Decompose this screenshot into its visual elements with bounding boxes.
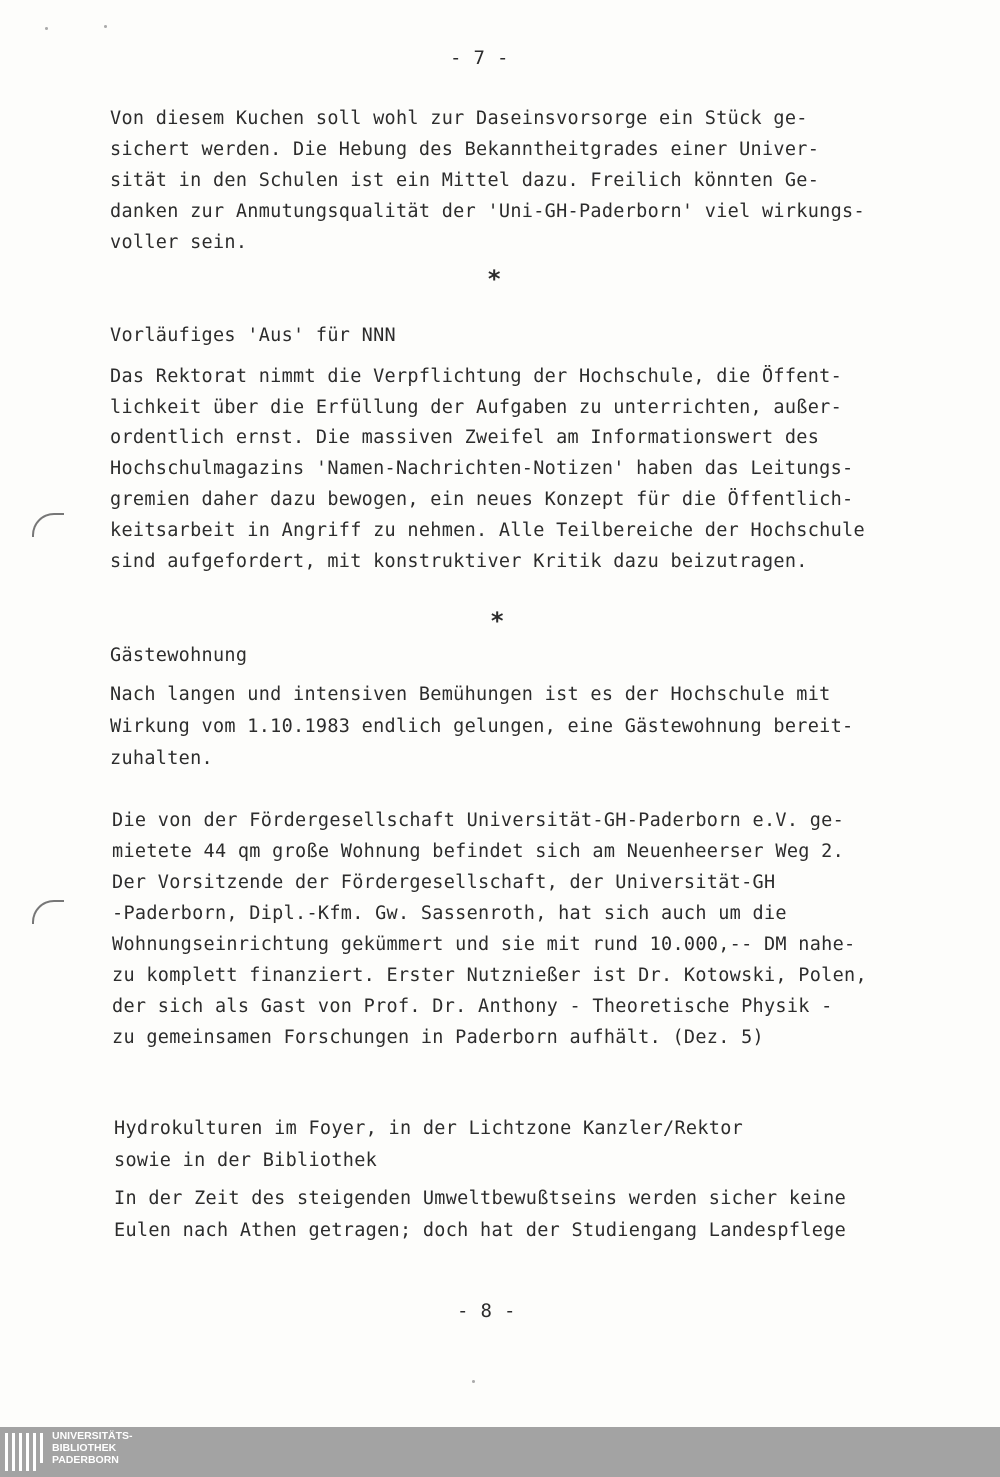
text-line: zu gemeinsamen Forschungen in Paderborn aufhält. (Dez. 5) [112,1027,764,1048]
text-line: -Paderborn, Dipl.-Kfm. Gw. Sassenroth, hat sich auch um die [112,903,787,924]
text-line: Nach langen und intensiven Bemühungen ist es der Hochschule mit [110,684,831,705]
text-line: mietete 44 qm große Wohnung befindet sich am Neuenheerser Weg 2. [112,841,845,862]
text-line: sichert werden. Die Hebung des Bekanntheitgrades einer Univer- [110,139,820,160]
text-line: Das Rektorat nimmt die Verpflichtung der Hochschule, die Öffent- [110,366,843,387]
text-line: keitsarbeit in Angriff zu nehmen. Alle Teilbereiche der Hochschule [110,520,865,541]
section-heading-gaestewohnung: Gästewohnung [110,645,248,666]
section-heading-hydrokulturen: Hydrokulturen im Foyer, in der Lichtzone Kanzler/Rektor [114,1118,744,1139]
library-footer-bar [0,1427,1000,1477]
text-line: ordentlich ernst. Die massiven Zweifel am Informationswert des [110,427,820,448]
text-line: Die von der Fördergesellschaft Universität-GH-Paderborn e.V. ge- [112,810,845,831]
text-line: Wohnungseinrichtung gekümmert und sie mit rund 10.000,-- DM nahe- [112,934,856,955]
punch-hole-mark [32,900,64,924]
text-line: voller sein. [110,232,248,253]
text-line: Wirkung vom 1.10.1983 endlich gelungen, eine Gästewohnung bereit- [110,716,854,737]
logo-line: BIBLIOTHEK [52,1442,117,1454]
library-logo-icon [5,1433,45,1473]
scan-speck [472,1380,475,1383]
text-line: Der Vorsitzende der Fördergesellschaft, der Universität-GH [112,872,776,893]
section-heading-hydrokulturen: sowie in der Bibliothek [114,1150,378,1171]
text-line: danken zur Anmutungsqualität der 'Uni-GH-Paderborn' viel wirkungs- [110,201,865,222]
text-line: gremien daher dazu bewogen, ein neues Konzept für die Öffentlich- [110,489,854,510]
scan-speck [104,25,107,28]
separator-star: * [490,607,505,635]
text-line: Eulen nach Athen getragen; doch hat der Studiengang Landespflege [114,1220,847,1241]
punch-hole-mark [32,513,64,537]
page-number-bottom: - 8 - [457,1300,516,1322]
section-heading-nnn: Vorläufiges 'Aus' für NNN [110,325,396,346]
separator-star: * [487,265,502,293]
scan-speck [45,27,48,30]
logo-line: PADERBORN [52,1454,119,1466]
text-line: sind aufgefordert, mit konstruktiver Kritik dazu beizutragen. [110,551,808,572]
text-line: lichkeit über die Erfüllung der Aufgaben zu unterrichten, außer- [110,397,843,418]
text-line: zu komplett finanziert. Erster Nutznießer ist Dr. Kotowski, Polen, [112,965,867,986]
logo-line: UNIVERSITÄTS- [52,1430,133,1442]
text-line: der sich als Gast von Prof. Dr. Anthony - Theoretische Physik - [112,996,833,1017]
text-line: Hochschulmagazins 'Namen-Nachrichten-Notizen' haben das Leitungs- [110,458,854,479]
page-number-top: - 7 - [450,47,509,69]
text-line: sität in den Schulen ist ein Mittel dazu. Freilich könnten Ge- [110,170,820,191]
library-logo-text [52,1430,133,1466]
text-line: In der Zeit des steigenden Umweltbewußtseins werden sicher keine [114,1188,847,1209]
text-line: zuhalten. [110,748,213,769]
text-line: Von diesem Kuchen soll wohl zur Daseinsvorsorge ein Stück ge- [110,108,808,129]
